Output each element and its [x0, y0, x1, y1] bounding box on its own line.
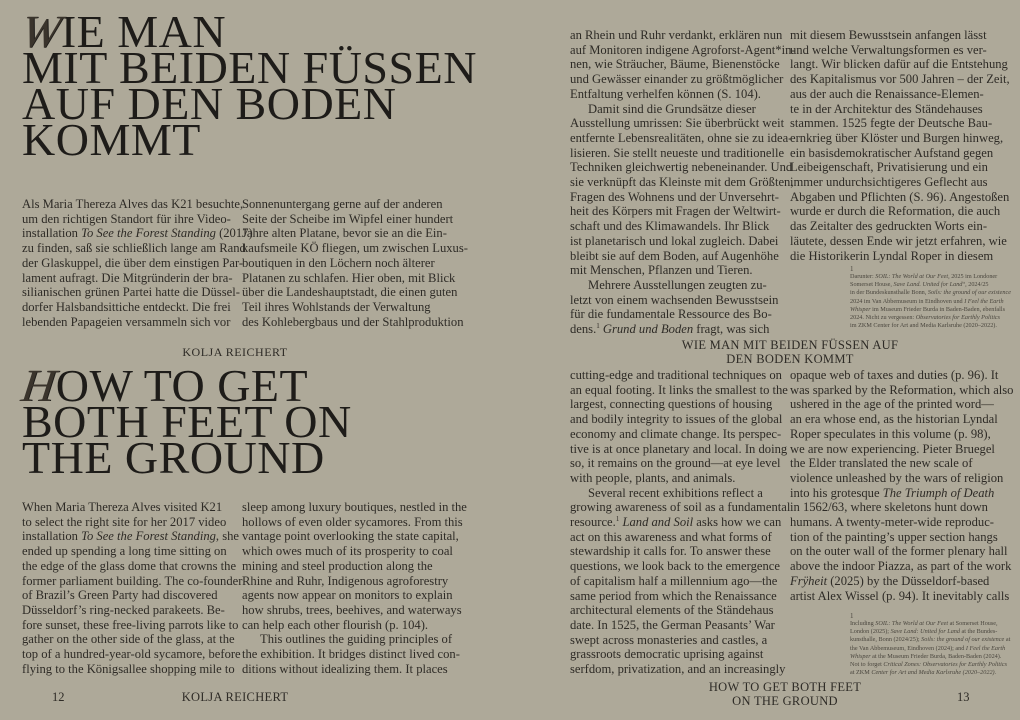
german-text-column-2: [242, 197, 472, 329]
text-line: Whisper at the Museum Frieder Burda, Baden-Baden (2024).: [850, 652, 1002, 660]
text-line: und welche Verwaltungsformen es ver-: [790, 42, 987, 57]
text-line: gather on the other side of the glass, at the: [22, 632, 235, 647]
text-line: an equal footing. It links the smallest to the: [570, 382, 788, 397]
author-byline: KOLJA REICHERT: [182, 345, 288, 359]
text-line: Platanen zu schlafen. Hier oben, mit Blick: [242, 270, 456, 285]
text-line: bleibt sie auf dem Boden, auf Augenhöhe: [570, 248, 779, 263]
footnote-number: 1: [850, 612, 854, 620]
text-line: we are now experiencing. Pieter Bruegel: [790, 441, 995, 456]
text-line: Abgaben und Pflichten (S. 96). Angestoßen: [790, 189, 1010, 204]
footnote-text: [850, 273, 1020, 330]
text-line: Including SOIL: The World at Our Feet at Somerset House,: [850, 620, 998, 627]
text-line: This outlines the guiding principles of: [260, 632, 453, 647]
text-line: tion of the painting’s upper section hangs: [790, 529, 998, 544]
text-line: Whisper im Museum Frieder Burda in Baden-Baden, ebenfalls: [850, 305, 1005, 313]
english-title: HOW TO GET BOTH FEET ON THE GROUND: [18, 360, 352, 483]
text-line: agents now appear on monitors to explain: [242, 588, 453, 603]
text-line: opaque web of taxes and duties (p. 96). It: [790, 368, 999, 382]
text-line: date. In 1525, the German Peasants’ War: [570, 617, 775, 632]
text-line: lament aufragt. Die Mitgründerin der bra-: [22, 270, 233, 285]
text-line: auf Monitoren indigene Agroforst-Agent*in-: [570, 42, 796, 57]
text-line: boutiquen in den Löchern noch älterer: [242, 255, 435, 270]
text-line: cutting-edge and traditional techniques on: [570, 368, 782, 382]
text-line: ushered in the age of the printed word—: [790, 397, 994, 412]
text-line: the exhibition. It bridges distinct lived con-: [242, 647, 460, 662]
text-line: installation To See the Forest Standing, she: [22, 529, 240, 544]
text-line: fore sunset, these free-living parrots like to: [22, 617, 239, 632]
text-line: mit Menschen, Pflanzen und Tieren.: [570, 263, 753, 278]
text-line: immer undurchsichtigeres Geflecht aus: [790, 175, 988, 190]
english-text-column-1: [22, 500, 243, 676]
german-title: WIE MAN MIT BEIDEN FÜSSEN AUF DEN BODEN KOMMT: [18, 6, 477, 165]
text-line: 2024 im Van Abbemuseum in Eindhoven und I Feel the Earth: [850, 297, 1004, 305]
german-text-column-1: [22, 197, 253, 329]
text-line: Somerset House, Save Land. United for Land“, 2024/25: [850, 281, 989, 289]
text-line: so, it remains on the ground—at eye level: [570, 456, 781, 471]
text-line: stewardship it calls for. To answer these: [570, 544, 771, 559]
text-line: der Glaskuppel, die über dem einstigen Par-: [22, 255, 244, 270]
running-head-right: WIE MAN MIT BEIDEN FÜSSEN AUF DEN BODEN KOMMT: [681, 338, 899, 366]
text-line: hollows of even older sycamores. From this: [242, 514, 463, 529]
text-line: schaft und des Klimawandels. Ihr Blick: [570, 219, 770, 234]
text-line: ditions without idealizing them. It places: [242, 661, 448, 676]
text-line: act on this awareness and what forms of: [570, 529, 772, 544]
text-line: sie verknüpft das Kleinste mit dem Größten,: [570, 175, 794, 190]
text-line: des Kohlebergbaus und der Stahlproduktion: [242, 314, 464, 329]
text-line: dens.$^1$ Grund und Boden fragt, was sich: [570, 321, 770, 337]
text-line: at ZKM Center for Art and Media Karlsruhe (2020–2022).: [850, 669, 997, 677]
text-line: heit des Körpers mit Fragen der Weltwirt-: [570, 204, 781, 219]
text-line: in 1562/63, where skeletons hunt down: [790, 500, 988, 515]
text-line: and bodily integrity to issues of the global: [570, 412, 783, 427]
text-line: ended up spending a long time sitting on: [22, 544, 227, 559]
text-line: Düsseldorf’s ring-necked parakeets. Be-: [22, 602, 225, 617]
text-line: stammen. 1525 fegte der Deutsche Bau-: [790, 116, 993, 131]
german-text-column-3: [570, 28, 796, 337]
text-line: swept across monasteries and castles, a: [570, 632, 768, 647]
text-line: mit diesem Bewusstsein anfangen lässt: [790, 28, 987, 42]
text-line: architectural elements of the Ständehaus: [570, 603, 774, 618]
text-line: Not to forget Critical Zones: Observatories for Earthly Politics: [850, 661, 1007, 669]
footnote-number: 1: [850, 265, 854, 273]
text-line: how shrubs, trees, beehives, and waterways: [242, 602, 462, 617]
text-line: to select the right site for her 2017 video: [22, 514, 227, 529]
text-line: was sparked by the Reformation, which also: [790, 382, 1014, 397]
german-footnote: [850, 265, 1020, 330]
running-foot-right: HOW TO GET BOTH FEET ON THE GROUND: [708, 680, 862, 708]
text-line: growing awareness of soil as a fundamental: [570, 500, 791, 515]
text-line: te in der Architektur des Ständehauses: [790, 101, 983, 116]
text-line: Mehrere Ausstellungen zeugten zu-: [588, 277, 767, 292]
text-line: kaufsmeile KÖ fliegen, um zwischen Luxus-: [242, 241, 468, 256]
text-line: Jahre alten Platane, bevor sie an die Ein-: [242, 226, 447, 241]
text-line: installation To See the Forest Standing (2017): [22, 226, 253, 241]
text-line: Frÿheit (2025) by the Düsseldorf-based: [790, 573, 990, 588]
text-line: above the indoor Piazza, as part of the work: [790, 559, 1012, 574]
text-line: top of a hundred-year-old sycamore, before: [22, 647, 241, 662]
text-line: silianischen grünen Partei hatte die Düssel-: [22, 285, 240, 300]
text-line: zu finden, saß sie schließlich lange am Rand: [22, 241, 246, 256]
text-line: Several recent exhibitions reflect a: [588, 485, 763, 500]
text-line: sleep among luxury boutiques, nestled in the: [242, 500, 467, 514]
text-line: largest, connecting questions of housing: [570, 397, 773, 412]
text-line: an era whose end, as the historian Lyndal: [790, 412, 998, 427]
text-line: des Kapitalismus vor 500 Jahren – der Zeit,: [790, 72, 1010, 87]
text-line: für die fundamentale Ressource des Bo-: [570, 307, 772, 322]
text-line: an Rhein und Ruhr verdankt, erklären nun: [570, 28, 783, 42]
text-line: aus der auch die Renaissance-Elemen-: [790, 86, 984, 101]
text-line: ist planetarisch und lokal zugleich. Dabei: [570, 233, 779, 248]
text-line: läutete, dessen Ende wir jetzt erfahren, wie: [790, 233, 1007, 248]
text-line: flying to the Königsallee shopping mile to: [22, 661, 235, 676]
text-line: can help each other flourish (p. 104).: [242, 617, 429, 632]
text-line: das Zeitalter des gedruckten Worts ein-: [790, 219, 988, 234]
running-foot-left: KOLJA REICHERT: [181, 690, 289, 704]
german-text-column-4: [790, 28, 1015, 263]
text-line: Fragen des Wohnens und der Unversehrt-: [570, 189, 779, 204]
text-line: nen, wie Sträucher, Bäume, Bienenstöcke: [570, 57, 780, 72]
text-line: lisieren. Sie stellt neueste und traditionelle: [570, 145, 785, 160]
text-line: vantage point overlooking the state capital,: [242, 529, 459, 544]
text-line: into his grotesque The Triumph of Death: [790, 485, 995, 500]
text-line: dorfer Halsbandsittiche entdeckt. Die frei: [22, 299, 231, 314]
text-line: kunsthalle, Bonn (2024/25); Soils: the ground of our existence at: [850, 636, 1011, 644]
text-line: the Van Abbemuseum, Eindhoven (2024); and I Feel the Earth: [850, 644, 1006, 652]
text-line: um den richtigen Standort für ihre Video-: [22, 211, 231, 226]
text-line: langt. Wir blicken dafür auf die Entstehung: [790, 57, 1008, 72]
decorative-initial-h: H: [18, 360, 60, 411]
english-footnote: [850, 612, 1020, 677]
text-line: mining and steel production along the: [242, 558, 433, 573]
text-line: Techniken gleichwertig nebeneinander. Und: [570, 160, 793, 175]
decorative-initial-w: W: [18, 6, 65, 57]
text-line: wurde er durch die Reformation, die auch: [790, 204, 1001, 219]
text-line: Ausstellung umrissen: Sie überbrückt weit: [570, 116, 785, 131]
text-line: die Historikerin Lyndal Roper in diesem: [790, 248, 994, 263]
text-line: über die Landeshauptstadt, die einen guten: [242, 285, 458, 300]
text-line: grassroots democratic uprising against: [570, 647, 764, 662]
text-line: Damit sind die Grundsätze dieser: [588, 101, 756, 116]
text-line: resource.$^1$ Land and Soil asks how we can: [570, 514, 782, 530]
text-line: When Maria Thereza Alves visited K21: [22, 500, 223, 514]
text-line: with people, plants, and animals.: [570, 470, 736, 485]
text-line: Seite der Scheibe im Wipfel einer hundert: [242, 211, 454, 226]
text-line: Teil ihres Wohlstands der Verwaltung: [242, 299, 431, 314]
text-line: questions, we look back to the emergence: [570, 559, 780, 574]
text-line: economy and climate change. Its perspec-: [570, 426, 782, 441]
text-line: lebenden Papageien versammeln sich vor: [22, 314, 231, 329]
text-line: in der Bundeskunsthalle Bonn, Soils: the ground of our existence: [850, 289, 1011, 297]
text-line: im ZKM Center for Art and Media Karlsruhe (2020–2022).: [850, 322, 997, 330]
text-line: of capitalism half a millennium ago—the: [570, 573, 778, 588]
footnote-text: [850, 620, 1020, 677]
text-line: entfernte Lebensrealitäten, ohne sie zu idea-: [570, 130, 793, 145]
text-line: of Brazil’s Green Party had discovered: [22, 588, 218, 603]
text-line: former parliament building. The co-founder: [22, 573, 243, 588]
text-line: und Gewässer einander zu größtmöglicher: [570, 72, 784, 87]
english-text-column-2: [242, 500, 472, 676]
page-number-left: 12: [52, 690, 65, 704]
text-line: same period from which the Renaissance: [570, 588, 777, 603]
text-line: the Elder translated the new scale of: [790, 456, 973, 471]
text-line: tive is at once planetary and local. In doing: [570, 441, 788, 456]
text-line: on the outer wall of the former plenary hall: [790, 544, 1008, 559]
text-line: London (2025); Save Land: United for Land at the Bundes-: [850, 628, 998, 636]
text-line: the edge of the glass dome that crowns the: [22, 558, 237, 573]
text-line: letzt von einem wachsenden Bewusstsein: [570, 292, 779, 307]
text-line: ernkrieg über Klöster und Burgen hinweg,: [790, 130, 1004, 145]
text-line: Rhine and Ruhr, Indigenous agroforestry: [242, 573, 449, 588]
text-line: which owes much of its prosperity to coal: [242, 544, 453, 559]
english-text-column-4: [790, 368, 1015, 603]
text-line: Sonnenuntergang gerne auf der anderen: [242, 197, 443, 211]
page-number-right: 13: [957, 690, 970, 704]
text-line: humans. A twenty-meter-wide reproduc-: [790, 515, 994, 530]
text-line: Als Maria Thereza Alves das K21 besuchte,: [22, 197, 244, 211]
text-line: artist Alex Wissel (p. 94). It inevitably calls: [790, 588, 1010, 603]
text-line: Darunter: SOIL: The World at Our Feet, 2025 im Londoner: [850, 273, 998, 280]
text-line: violence unleashed by the wars of religion: [790, 470, 1004, 485]
text-line: Leibeigenschaft, Privatisierung und ein: [790, 160, 988, 175]
text-line: 2024. Nicht zu vergessen: Observatories for Earthly Politics: [850, 314, 1001, 322]
text-line: ein basisdemokratischer Aufstand gegen: [790, 145, 994, 160]
text-line: Roper speculates in this volume (p. 98),: [790, 426, 991, 441]
english-text-column-3: [570, 368, 791, 677]
text-line: serfdom, privatization, and an increasingly: [570, 662, 786, 677]
text-line: Entfaltung verhelfen können (S. 104).: [570, 86, 761, 101]
